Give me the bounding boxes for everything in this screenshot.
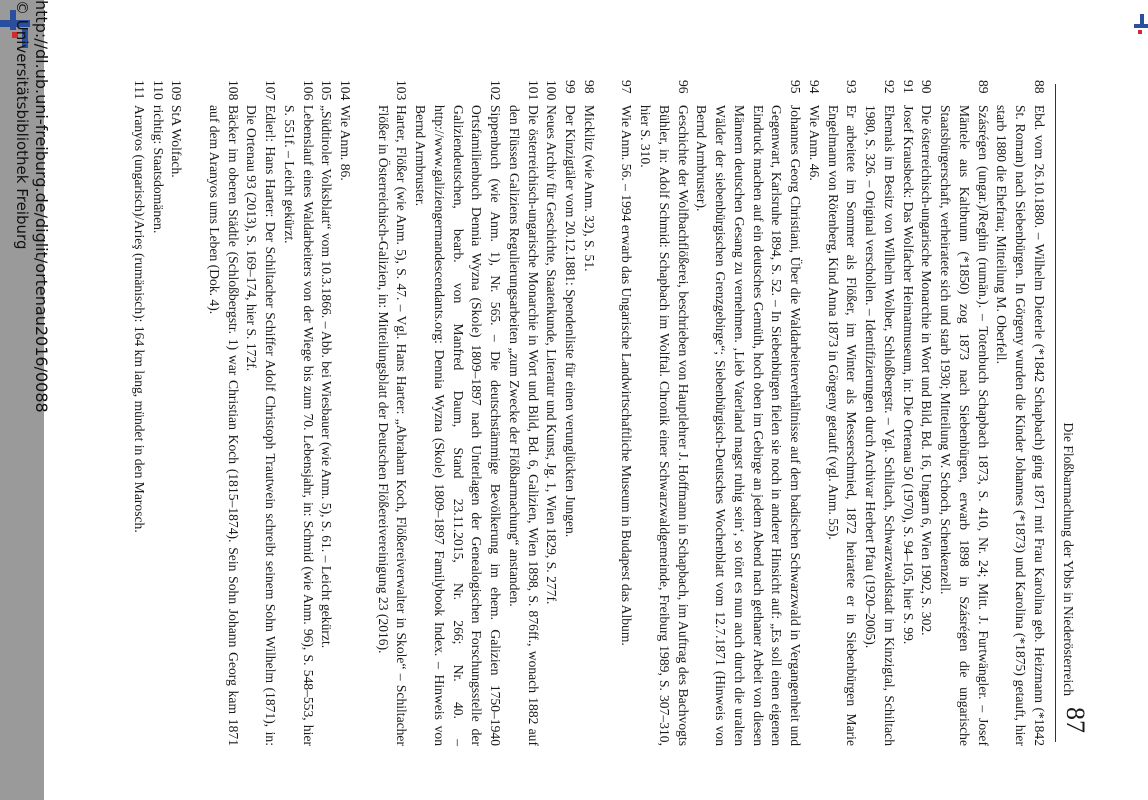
footnote-item [992, 80, 1048, 746]
footnote-number: 93 [844, 80, 860, 94]
footnote-text: Johannes Georg Christiani, Über die Waldarbeiterverhältnisse auf dem badischen Schwarzwald in Vergangenheit und Gegenwart, Karlsruhe 1894, S. 52. – In Siebenbürgen fielen sie noch in anderer Hinsicht auf: „Es soll einen eigenen Eindruck machen auf ein deutsches Gemüth, hoch oben im Gebirge an jedem Abend nach gethaner Arbeit von diesen Männern deutschen Gesang zu vernehmen. ‚Lieb Vaterland magst ruhig sein‘, so tönt es nun auch durch die uralten Wälder der siebenbürgischen Grenzgebirge“; Siebenbürgisch-Deutsches Wochenblatt vom 12.7.1871 (Hinweis von Bernd Armbruster). [694, 105, 804, 746]
footnote-number: 106 [300, 80, 316, 101]
running-header: Die Floßbarmachung der Ybbs in Niederösterreich [1061, 422, 1076, 696]
footnote-text: Aranyos (ungarisch)/Arieş (rumänisch): 164 km lang, mündet in den Marosch. [132, 105, 147, 533]
footnote-text: Wie Anm. 56. – 1994 erwarb das Ungarische Landwirtschaftliche Museum in Budapest das Album. [619, 105, 635, 646]
footnote-text: Er arbeitete im Sommer als Flößer, im Winter als Messerschmied, 1872 heiratete er in Siebenbürgen Marie Engelmann von Rötenberg, Kind Anna 1873 in Görgeny getauft (vgl. Anm. 55). [825, 105, 860, 746]
footnote-number: 98 [582, 80, 597, 94]
footnote-text: Szásrégen (ungar.)/Reghin (rumän.). – Totenbuch Schapbach 1873, S. 410, Nr. 24; Mitt. J. Furtwängler. – Josef Mäntele aus Kaltbrunn (*1850) zog 1873 nach Siebenbürgen, erwarb 1898 in Szásrégen die ungarische Staatsbürgerschaft, verheiratete sich und starb 1930; Mitteilung W. Schoch, Schenkenzell. [938, 105, 991, 746]
footnote-text: Ehemals im Besitz von Wilhelm Wolber, Schloßbergstr. – Vgl. Schiltach, Schwarzwaldstadt im Kinzigtal, Schiltach 1980, S. 326. – Original verschollen. – Identifizierungen durch Archivar Herbert Pfau (1920–2005). [863, 105, 897, 746]
footnote-text: Wie Anm. 46. [807, 105, 822, 181]
footnote-text: Neues Archiv für Geschichte, Staatenkunde, Literatur und Kunst, Jg. 1, Wien 1829, S. 277f. [544, 105, 560, 605]
footnote-item [917, 80, 936, 746]
footnote-number: 102 [488, 80, 504, 101]
footnote-item [561, 80, 580, 746]
footnote-text: Geschichte der Wolfbachflößerei, beschrieben von Hauptlehrer J. Hoffmann in Schapbach, im Auftrag des Bachvogts Bühler, in: Adolf Schmid: Schapbach im Wolftal. Chronik einer Schwarzwaldgemeinde, Freiburg 1989, S. 307–310, hier S. 310. [638, 105, 691, 746]
footnote-item [317, 80, 336, 746]
footnote-text: Bäcker im oberen Städtle (Schloßbergstr. 1) war Christian Koch (1815–1874). Sein Sohn Johann Georg kam 1871 auf dem Aranyos ums Leben (Dok. 4). [207, 105, 241, 746]
footnote-number: 104 [338, 80, 354, 101]
footnote-number: 103 [394, 80, 410, 101]
footnote-text: StA Wolfach. [169, 105, 185, 178]
footnote-number: 96 [675, 80, 691, 94]
footnote-item [204, 80, 242, 746]
footnote-item [279, 80, 317, 746]
footnote-item [148, 80, 167, 746]
footnote-item [542, 80, 561, 746]
footnote-number: 89 [975, 80, 991, 94]
footnote-text: Der Kinzigtäler vom 20.12.1881: Spendenliste für einen verunglückten Jungen. [563, 105, 579, 538]
footnote-item [898, 80, 917, 746]
footnote-text: Lebenslauf eines Waldarbeiters von der Wiege bis zum 70. Lebensjahr, in: Schmid (wie Anm. 96), S. 548–553, hier S. 551f. – Leicht gekürzt. [282, 105, 316, 746]
footnote-item [167, 80, 186, 746]
footnote-number: 109 [169, 80, 185, 101]
footnote-number: 97 [619, 80, 635, 94]
footnote-item [373, 80, 411, 746]
footnote-number: 92 [882, 80, 897, 94]
margin-stamp [10, 0, 52, 800]
footnote-item [617, 80, 636, 746]
footnote-number: 108 [225, 80, 241, 101]
footnotes [129, 80, 1048, 746]
page-number: 87 [1061, 707, 1090, 733]
footnote-text: Josef Krausbeck: Das Wolfacher Heimatmuseum, in: Die Ortenau 50 (1970), S. 94–105, hier S. 99. [900, 105, 916, 645]
footnote-item [936, 80, 992, 746]
footnote-item [804, 80, 823, 746]
footnote-number: 94 [807, 80, 822, 94]
footnote-number: 105 [319, 80, 335, 101]
footnote-item [636, 80, 692, 746]
footnote-item [692, 80, 805, 746]
footnote-item [861, 80, 899, 746]
footnote-number: 107 [263, 80, 279, 101]
footnote-item [504, 80, 542, 746]
footnote-text: Ebd. vom 26.10.1880. – Wilhelm Dieterle (*1842 Schapbach) ging 1871 mit Frau Karolina geb. Heizmann (*1842 St. Roman) nach Siebenbürgen. In Görgeny wurden die Kinder Johannes (*1873) und Karolina (*1875) getauft, hier starb 1880 die Ehefrau; Mitteilung M. Oberfell. [994, 105, 1047, 746]
footnote-item [336, 80, 355, 746]
footnote-number: 90 [919, 80, 935, 94]
footnote-number: 111 [132, 80, 147, 100]
footnote-number: 101 [525, 80, 541, 101]
footnote-text: Wie Anm. 86. [338, 105, 354, 181]
footnote-text: Die österreichisch-ungarische Monarchie in Wort und Bild, Bd. 6, Galizien, Wien 1898, S. 876ff., wonach 1882 auf den Flüssen Galiziens Regulierungsarbeiten „zum Zwecke der Flößbarmachung“ anstanden. [507, 105, 541, 746]
footnote-text: Edierl: Hans Harter: Der Schiltacher Schiffer Adolf Christoph Trautwein schreibt seinem Sohn Wilhelm (1871), in: Die Ortenau 93 (2013), S. 169–174, hier S. 172f. [244, 105, 279, 746]
header-rule [1055, 84, 1056, 742]
footnote-item [242, 80, 280, 746]
margin-copyright: © Universitätsbibliothek Freiburg [13, 0, 31, 250]
footnote-number: 99 [563, 80, 579, 94]
footnote-number: 88 [1032, 80, 1047, 94]
footnote-number: 100 [544, 80, 560, 101]
footnote-number: 95 [788, 80, 804, 94]
footnote-item [579, 80, 598, 746]
footnote-item [411, 80, 505, 746]
footnote-text: Die österreichisch-ungarische Monarchie in Wort und Bild, Bd. 16, Ungarn 6, Wien 1902, S. 302. [919, 105, 935, 636]
footnote-text: Sippenbuch (wie Anm. 1), Nr. 565. – Die deutschstämmige Bevölkerung im ehem. Galizien 1750–1940 Ortsfamilienbuch Dennia Wyzna (Skole) 1809–1897 nach Unterlagen der Genealogischen Forschungsstelle der Galiziendeutschen, bearb. von Manfred Daum, Stand 23.11.2015, Nr. 266; Nr. 40. – http://www.galiziengermandescendants.org: Dennia Wyzna (Skole) 1809–1897 Familybook Index. – Hinweis von Bernd Armbruster. [413, 105, 504, 746]
footnote-text: Harter, Flößer (wie Anm. 5), S. 47. – Vgl. Hans Harter: „Abraham Koch, Flößereiverwalter in Skole“ – Schiltacher Flößer in Österreichisch-Galizien, in: Mitteilungsblatt der Deutschen Flößereivereinigung 23 (2016). [375, 105, 410, 746]
footnote-number: 91 [900, 80, 916, 94]
margin-url[interactable]: http://dl.ub.uni-freiburg.de/diglit/ortenau2016/0088 [32, 0, 51, 413]
footnote-text: Micklitz (wie Anm. 32), S. 51. [582, 105, 597, 272]
footnote-text: richtig: Staatsdomänen. [150, 105, 166, 234]
footnote-item [823, 80, 861, 746]
footnote-text: „Südtiroler Volksblatt“ vom 10.3.1866. – Abb. bei Wiesbauer (wie Anm. 5), S. 61. – Leicht gekürzt. [319, 105, 335, 649]
footnote-item [129, 80, 148, 746]
footnote-number: 110 [150, 80, 166, 100]
